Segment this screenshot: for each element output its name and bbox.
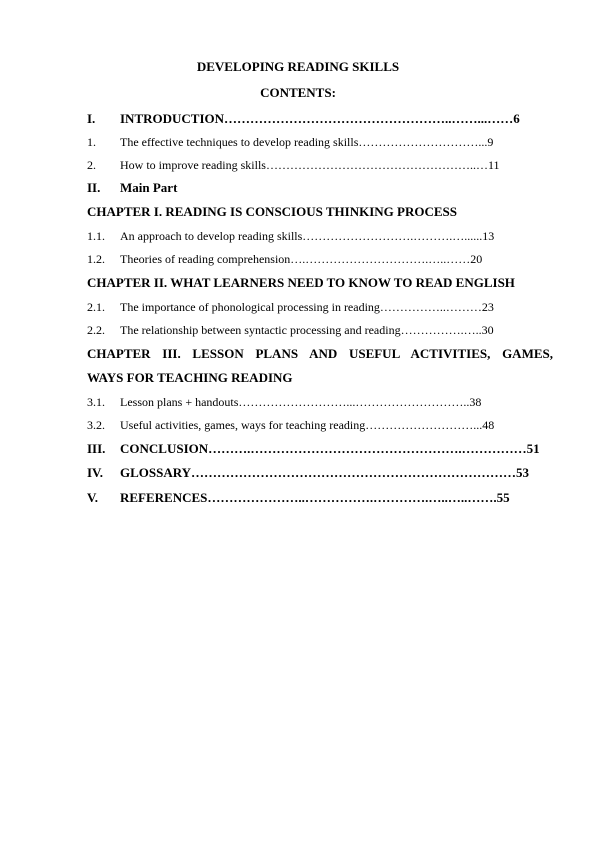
toc-chapter-3-heading-line-2: WAYS FOR TEACHING READING xyxy=(87,370,293,385)
toc-entry-text: An approach to develop reading skills……………………….……….…......13 xyxy=(120,229,495,243)
toc-entry-improve-reading xyxy=(87,157,553,173)
toc-entry-text: The relationship between syntactic processing and reading…………….…..30 xyxy=(120,323,494,337)
toc-entry-number: IV. xyxy=(87,465,104,480)
toc-entry-text: How to improve reading skills……………………………………………..…11 xyxy=(120,158,500,172)
toc-entry-text: Main Part xyxy=(120,180,178,195)
toc-entry-approach xyxy=(87,228,553,244)
toc-entry-references xyxy=(87,490,553,506)
toc-entry-theories xyxy=(87,251,553,267)
toc-entry-lesson-plans xyxy=(87,394,553,410)
toc-entry-number: 2.1. xyxy=(87,300,105,314)
toc-entry-glossary xyxy=(87,465,553,481)
toc-entry-number: III. xyxy=(87,441,106,456)
toc-entry-text: INTRODUCTION……………………………………………..……...……6 xyxy=(120,111,520,126)
toc-entry-useful-activities xyxy=(87,417,553,433)
toc-chapter-1-heading: CHAPTER I. READING IS CONSCIOUS THINKING PROCESS xyxy=(87,204,457,219)
toc-entry-text: Lesson plans + handouts………………………...………………………..38 xyxy=(120,395,482,409)
toc-entry-main-part xyxy=(87,180,553,196)
toc-entry-number: 3.1. xyxy=(87,395,105,409)
toc-entry-conclusion xyxy=(87,441,553,457)
toc-entry-syntactic xyxy=(87,322,553,338)
toc-entry-text: REFERENCES…………………..…………….………….…..…..…….55 xyxy=(120,490,510,505)
toc-entry-text: The effective techniques to develop reading skills…………………………...9 xyxy=(120,135,494,149)
toc-entry-introduction xyxy=(87,111,553,127)
contents-heading: CONTENTS: xyxy=(260,85,336,100)
toc-entry-number: I. xyxy=(87,111,96,126)
toc-entry-number: 1.1. xyxy=(87,229,105,243)
toc-entry-number: 2. xyxy=(87,158,96,172)
toc-entry-number: II. xyxy=(87,180,101,195)
toc-entry-text: Useful activities, games, ways for teaching reading………………………...48 xyxy=(120,418,495,432)
toc-entry-text: GLOSSARY…………………………………………………………………53 xyxy=(120,465,530,480)
toc-entry-number: 3.2. xyxy=(87,418,105,432)
toc-entry-text: The importance of phonological processing in reading……………..………23 xyxy=(120,300,494,314)
toc-entry-phonological xyxy=(87,299,553,315)
toc-entry-number: 1.2. xyxy=(87,252,105,266)
toc-entry-number: V. xyxy=(87,490,98,505)
toc-entry-number: 1. xyxy=(87,135,96,149)
toc-entry-effective-techniques xyxy=(87,134,553,150)
toc-entry-text: Theories of reading comprehension….………………………….…..……20 xyxy=(120,252,483,266)
toc-entry-number: 2.2. xyxy=(87,323,105,337)
document-title: DEVELOPING READING SKILLS xyxy=(196,59,400,74)
toc-chapter-3-heading-line-1: CHAPTER III. LESSON PLANS AND USEFUL ACTIVITIES, GAMES, xyxy=(87,346,553,361)
toc-chapter-2-heading: CHAPTER II. WHAT LEARNERS NEED TO KNOW TO READ ENGLISH xyxy=(87,275,515,290)
toc-entry-text: CONCLUSION……….………………………………………….……………51 xyxy=(120,441,540,456)
